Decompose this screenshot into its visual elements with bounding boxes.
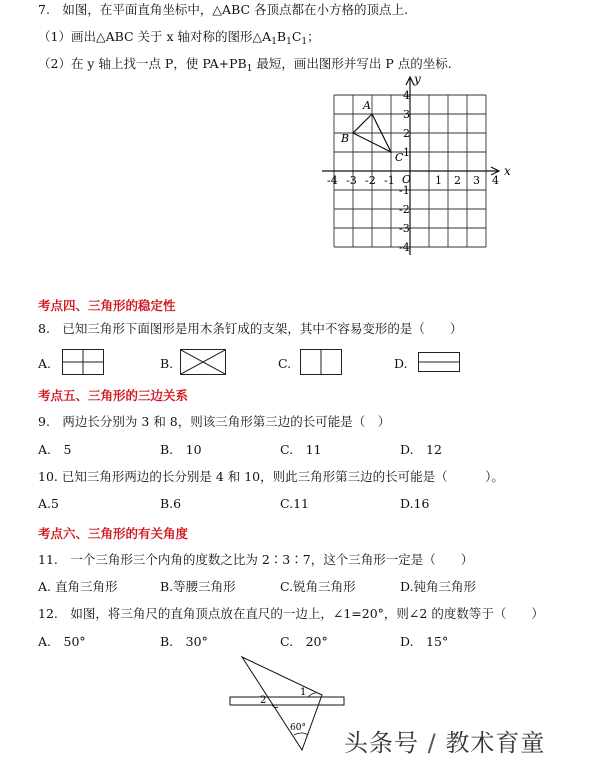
y-tick: 2 bbox=[403, 127, 410, 140]
x-tick: -4 bbox=[327, 174, 338, 187]
q10-stem: 10. 已知三角形两边的长分别是 4 和 10，则此三角形第三边的长可能是（ ）。 bbox=[38, 469, 504, 484]
q11-option-c: C.锐角三角形 bbox=[280, 579, 356, 594]
angle-1-arc bbox=[308, 693, 316, 697]
y-tick: 3 bbox=[403, 108, 410, 121]
section-title-stability: 考点四、三角形的稳定性 bbox=[38, 298, 176, 313]
angle-2-label: 2 bbox=[260, 695, 267, 706]
q12-option-b: B. 30° bbox=[160, 634, 208, 649]
q9-stem: 9. 两边长分别为 3 和 8，则该三角形第三边的长可能是（ ） bbox=[38, 414, 391, 429]
q11-option-a: A. 直角三角形 bbox=[38, 579, 118, 594]
y-axis-label: y bbox=[414, 72, 421, 86]
q9-option-c: C. 11 bbox=[280, 442, 322, 457]
x-tick: 2 bbox=[454, 174, 461, 187]
section-title-angles: 考点六、三角形的有关角度 bbox=[38, 526, 189, 541]
x-tick: -1 bbox=[384, 174, 395, 187]
q7-stem: 7. 如图，在平面直角坐标中，△ABC 各顶点都在小方格的顶点上. bbox=[38, 2, 408, 17]
q8-option-b-figure bbox=[180, 349, 226, 375]
q8-option-d-figure bbox=[418, 352, 460, 372]
q9-option-d: D. 12 bbox=[400, 442, 442, 457]
q8-option-d-label: D. bbox=[394, 356, 408, 371]
y-tick: -1 bbox=[399, 184, 410, 197]
y-tick: 1 bbox=[403, 146, 410, 159]
q9-option-a: A. 5 bbox=[38, 442, 72, 457]
x-tick: -2 bbox=[365, 174, 376, 187]
origin-label: O bbox=[402, 173, 412, 186]
q12-option-d: D. 15° bbox=[400, 634, 449, 649]
x-tick: 4 bbox=[492, 174, 499, 187]
q9-option-b: B. 10 bbox=[160, 442, 202, 457]
q10-option-d: D.16 bbox=[400, 496, 430, 511]
q11-option-d: D.钝角三角形 bbox=[400, 579, 477, 594]
q8-option-c-label: C. bbox=[278, 356, 292, 371]
q11-option-b: B.等腰三角形 bbox=[160, 579, 236, 594]
straight-ruler bbox=[230, 697, 344, 705]
q8-option-a-figure bbox=[62, 349, 104, 375]
x-tick: 1 bbox=[435, 174, 442, 187]
q8-option-a-label: A. bbox=[38, 356, 52, 371]
coordinate-grid bbox=[318, 72, 533, 262]
q8-option-c-figure bbox=[300, 349, 342, 375]
y-tick: -4 bbox=[399, 241, 410, 254]
x-tick: 3 bbox=[473, 174, 480, 187]
q10-option-a: A.5 bbox=[38, 496, 59, 511]
triangle-ruler bbox=[242, 657, 322, 750]
q8-stem: 8. 已知三角形下面图形是用木条钉成的支架，其中不容易变形的是（ ） bbox=[38, 321, 463, 336]
point-c-label: C bbox=[395, 151, 404, 164]
angle-60-label: 60° bbox=[290, 723, 306, 733]
q7-part2: （2）在 y 轴上找一点 P，使 $PA+PB_1$ 最短，画出图形并写出 P 点的坐标. bbox=[38, 56, 452, 74]
q8-option-b-label: B. bbox=[160, 356, 174, 371]
point-a-label: A bbox=[363, 99, 371, 112]
angle-60-arc bbox=[294, 733, 308, 735]
x-axis-label: x bbox=[504, 164, 511, 178]
section-title-side-relations: 考点五、三角形的三边关系 bbox=[38, 388, 189, 403]
x-tick-labels bbox=[327, 174, 499, 187]
angle-1-label: 1 bbox=[300, 687, 307, 698]
y-tick: 4 bbox=[403, 89, 410, 102]
ruler-triangle-figure bbox=[222, 655, 352, 755]
q12-stem: 12. 如图，将三角尺的直角顶点放在直尺的一边上，∠1=20°，则∠2 的度数等于（ ） bbox=[38, 606, 544, 621]
q12-option-c: C. 20° bbox=[280, 634, 328, 649]
q10-option-b: B.6 bbox=[160, 496, 182, 511]
q12-option-a: A. 50° bbox=[38, 634, 86, 649]
q10-option-c: C.11 bbox=[280, 496, 309, 511]
y-tick: -3 bbox=[399, 222, 410, 235]
point-b-label: B bbox=[341, 132, 350, 145]
watermark: 头条号 / 教术育童 bbox=[344, 729, 546, 757]
q7-part1: （1）画出△ABC 关于 x 轴对称的图形$\triangle A_1B_1C_1$； bbox=[38, 29, 320, 47]
x-tick: -3 bbox=[346, 174, 357, 187]
y-tick: -2 bbox=[399, 203, 410, 216]
q11-stem: 11. 一个三角形三个内角的度数之比为 2∶3∶7，这个三角形一定是（ ） bbox=[38, 552, 474, 567]
